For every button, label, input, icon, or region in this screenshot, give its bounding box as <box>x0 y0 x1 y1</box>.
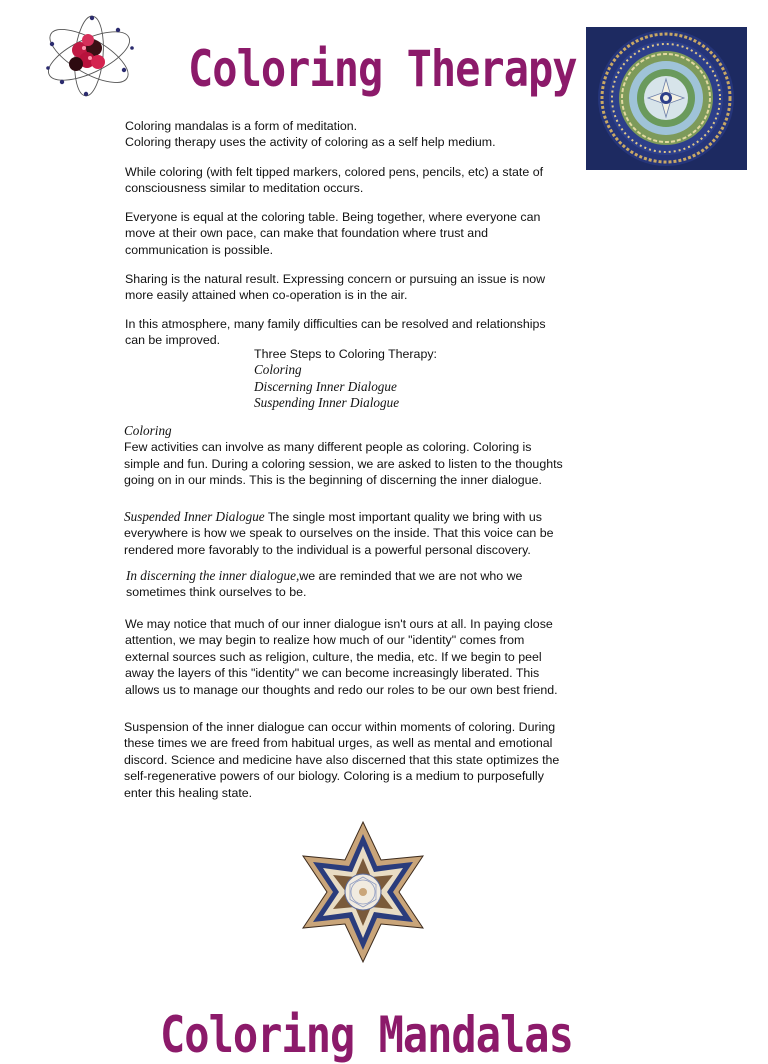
paragraph-inner-dialogue: We may notice that much of our inner dialogue isn't ours at all. In paying close attention, we may begin to realize how much of our "identity" comes from external sources such as religion, culture, the media, etc. If we begin to peel away the layers of this "identity" we can become increasingly liberated. This allows us to manage our thoughts and redo our roles to be our own best friend. <box>125 617 558 697</box>
section-text-coloring: Few activities can involve as many different people as coloring. Coloring is simple and fun. During a coloring session, we are asked to listen to the thoughts going on in our minds. This is the beginning of discerning the inner dialogue. <box>124 440 563 488</box>
step-item: Discerning Inner Dialogue <box>254 378 397 394</box>
section-coloring <box>124 423 569 489</box>
section-suspended <box>124 509 569 558</box>
intro-line-1: Coloring mandalas is a form of meditation. <box>125 119 358 133</box>
section-heading-coloring: Coloring <box>124 423 172 438</box>
star-kaleidoscope-mandala <box>277 818 449 966</box>
page-title: Coloring Therapy <box>188 40 577 98</box>
steps-heading: Three Steps to Coloring Therapy: <box>254 347 437 361</box>
section-heading-suspended: Suspended Inner Dialogue <box>124 509 265 524</box>
paragraph-suspension: Suspension of the inner dialogue can occur within moments of coloring. During these times we are freed from habitual urges, as well as mental and emotional discord. Science and medicine have also discerned that this state optimizes the self-regenerative powers of our biology. Coloring is a medium to purposefully enter this healing state. <box>124 720 560 800</box>
intro-text <box>125 118 565 151</box>
step-item: Coloring <box>254 362 302 378</box>
footer-title: Coloring Mandalas <box>160 1006 573 1064</box>
step-item: Suspending Inner Dialogue <box>254 395 400 411</box>
intro-line-2: Coloring therapy uses the activity of coloring as a self help medium. <box>125 135 496 150</box>
section-text-discerning: we are reminded that we are not who we sometimes think ourselves to be. <box>126 569 523 600</box>
paragraph-atmosphere: In this atmosphere, many family difficulties can be resolved and relationships can be improved. <box>125 317 546 348</box>
section-text-suspended: The single most important quality we bring with us everywhere is how we speak to ourselves on the inside. That this voice can be rendered more favorably to the individual is a powerful personal discovery. <box>124 510 554 557</box>
atom-molecule-icon <box>40 12 138 98</box>
paragraph-coloring-state: While coloring (with felt tipped markers, colored pens, pencils, etc) a state of consciousness similar to meditation occurs. <box>125 165 544 196</box>
three-steps-list <box>254 346 437 412</box>
paragraph-coloring-table: Everyone is equal at the coloring table. Being together, where everyone can move at their own pace, can make that foundation where trust and communication is possible. <box>125 210 541 257</box>
section-discerning <box>126 568 556 601</box>
circular-mandala-painting <box>586 27 747 170</box>
paragraph-sharing: Sharing is the natural result. Expressing concern or pursuing an issue is now more easily attained when co-operation is in the air. <box>125 272 546 303</box>
section-heading-discerning: In discerning the inner dialogue, <box>126 568 300 583</box>
